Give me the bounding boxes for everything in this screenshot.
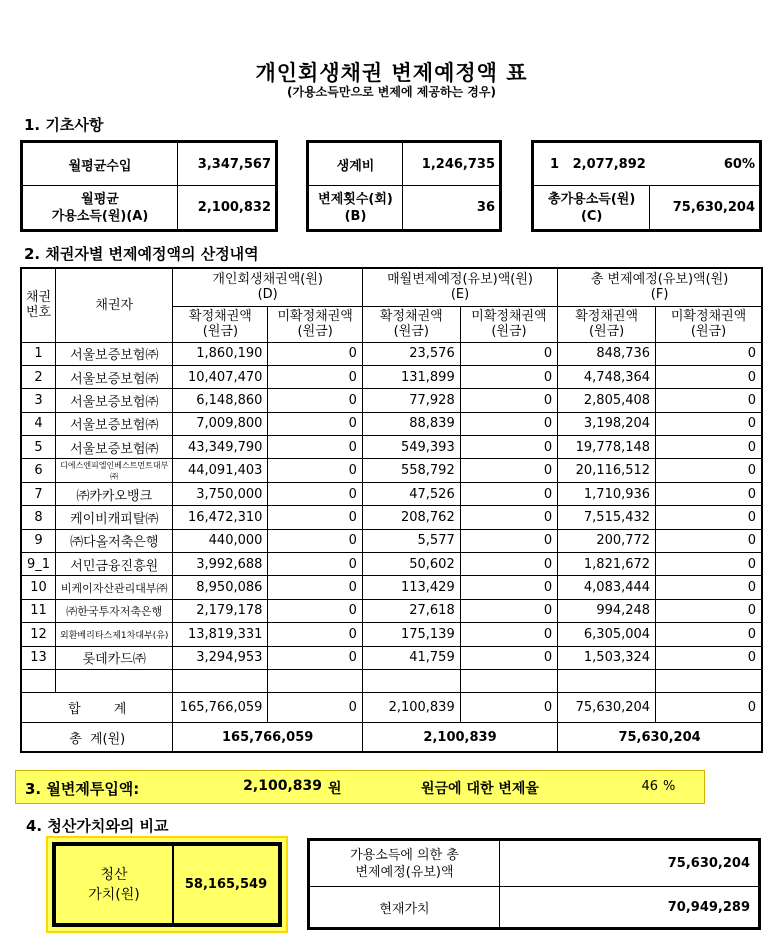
table-cell: 0: [460, 389, 557, 412]
table-cell: 0: [268, 553, 362, 576]
table-row: [21, 342, 762, 365]
table-cell: 0: [656, 693, 762, 723]
table-cell: 0: [268, 342, 362, 365]
table-row: [21, 482, 762, 505]
header-e: 매월변제예정(유보)액(원) (E): [362, 268, 557, 306]
monthly-payment-amount: 2,100,839: [243, 778, 322, 794]
table-cell: 9_1: [21, 553, 56, 576]
header-f-confirmed: 확정채권액 (원금): [558, 306, 656, 342]
table-row-empty: [21, 669, 762, 692]
repayment-rate-value: 46: [641, 779, 658, 794]
table-cell: 서울보증보험㈜: [56, 365, 173, 388]
table-cell: 1,821,672: [558, 553, 656, 576]
header-e-unconfirmed: 미확정채권액 (원금): [460, 306, 557, 342]
header-creditor: 채권자: [56, 268, 173, 342]
table-cell: 8: [21, 506, 56, 529]
table-cell: 서울보증보험㈜: [56, 436, 173, 459]
table-cell: 3,294,953: [173, 646, 268, 669]
table-cell: 0: [460, 693, 557, 723]
table-cell: 0: [268, 693, 362, 723]
table-cell: 43,349,790: [173, 436, 268, 459]
table-cell: 0: [460, 599, 557, 622]
table-row: [21, 365, 762, 388]
table-cell: 0: [460, 365, 557, 388]
table-cell: 4: [21, 412, 56, 435]
table-cell: 165,766,059: [173, 693, 268, 723]
table-cell: 0: [656, 506, 762, 529]
table-row: [21, 412, 762, 435]
subtotal-label: 합 계: [21, 693, 173, 723]
comparison-box: [307, 838, 761, 930]
table-cell: 서울보증보험㈜: [56, 412, 173, 435]
repayment-count-value: 36: [403, 186, 500, 230]
table-cell: 0: [656, 529, 762, 552]
table-cell: 비케이자산관리대부㈜: [56, 576, 173, 599]
table-cell: [173, 669, 268, 692]
table-cell: [656, 669, 762, 692]
table-cell: 0: [656, 412, 762, 435]
living-cost-label: 생계비: [309, 143, 403, 186]
table-cell: ㈜한국투자저축은행: [56, 599, 173, 622]
table-cell: 2,100,839: [362, 693, 460, 723]
table-row: [21, 506, 762, 529]
table-cell: 0: [268, 482, 362, 505]
table-cell: 11: [21, 599, 56, 622]
table-cell: 3,198,204: [558, 412, 656, 435]
section1-heading: 1. 기초사항: [24, 116, 104, 134]
table-cell: 7: [21, 482, 56, 505]
table-cell: 0: [656, 342, 762, 365]
table-cell: 0: [656, 365, 762, 388]
table-cell: 0: [656, 646, 762, 669]
available-income-value: 2,100,832: [178, 186, 276, 230]
monthly-income-value: 3,347,567: [178, 143, 276, 186]
monthly-income-label: 월평균수입: [23, 143, 178, 186]
table-cell: 0: [460, 553, 557, 576]
monthly-payment-bar: [15, 770, 705, 804]
table-cell: 6,148,860: [173, 389, 268, 412]
section4-heading: 4. 청산가치와의 비교: [26, 817, 169, 835]
table-cell: 외환베리타스제1차대부(유): [56, 623, 173, 646]
repayment-rate-unit: %: [663, 779, 676, 794]
table-cell: 41,759: [362, 646, 460, 669]
table-cell: 10,407,470: [173, 365, 268, 388]
header-f-unconfirmed: 미확정채권액 (원금): [656, 306, 762, 342]
table-cell: 0: [460, 436, 557, 459]
table-cell: 0: [268, 599, 362, 622]
table-cell: 2: [21, 365, 56, 388]
table-cell: 0: [460, 506, 557, 529]
page-subtitle: (가용소득만으로 변제에 제공하는 경우): [287, 85, 496, 99]
table-cell: ㈜다올저축은행: [56, 529, 173, 552]
table-cell: 6,305,004: [558, 623, 656, 646]
ratio-row-percent: 60%: [650, 143, 760, 186]
header-e-confirmed: 확정채권액 (원금): [362, 306, 460, 342]
table-cell: 4,083,444: [558, 576, 656, 599]
table-cell: 0: [460, 646, 557, 669]
table-row: [21, 599, 762, 622]
header-d-confirmed: 확정채권액 (원금): [173, 306, 268, 342]
table-cell: 1: [21, 342, 56, 365]
table-cell: 7,009,800: [173, 412, 268, 435]
repayment-rate-label: 원금에 대한 변제율: [421, 781, 539, 797]
table-cell: 27,618: [362, 599, 460, 622]
creditor-table: [20, 267, 763, 753]
table-cell: 20,116,512: [558, 459, 656, 482]
table-cell: 994,248: [558, 599, 656, 622]
header-d: 개인회생채권액(원) (D): [173, 268, 362, 306]
table-row: [21, 553, 762, 576]
table-cell: 0: [460, 576, 557, 599]
table-cell: 113,429: [362, 576, 460, 599]
table-cell: 0: [268, 623, 362, 646]
table-cell: [460, 669, 557, 692]
basic-box-a: [20, 140, 278, 232]
table-cell: 16,472,310: [173, 506, 268, 529]
present-value-label: 현재가치: [310, 887, 500, 928]
table-cell: 케이비캐피탈㈜: [56, 506, 173, 529]
total-repayment-value: 75,630,204: [500, 841, 759, 887]
total-label: 총 계(원): [21, 723, 173, 752]
subtotal-row: [21, 693, 762, 723]
table-cell: 1,860,190: [173, 342, 268, 365]
table-cell: 5: [21, 436, 56, 459]
table-cell: 6: [21, 459, 56, 482]
table-cell: 서울보증보험㈜: [56, 342, 173, 365]
total-row: [21, 723, 762, 752]
table-cell: 19,778,148: [558, 436, 656, 459]
table-cell: 0: [268, 412, 362, 435]
table-cell: 0: [656, 459, 762, 482]
table-cell: 0: [460, 529, 557, 552]
table-cell: 0: [268, 506, 362, 529]
table-cell: 10: [21, 576, 56, 599]
table-cell: 서민금융진흥원: [56, 553, 173, 576]
total-repayment-label: 가용소득에 의한 총 변제예정(유보)액: [310, 841, 500, 887]
liquidation-label: 청산 가치(원): [55, 845, 173, 924]
table-cell: 0: [656, 623, 762, 646]
table-cell: 3,750,000: [173, 482, 268, 505]
table-cell: 0: [656, 482, 762, 505]
table-cell: 0: [460, 459, 557, 482]
table-cell: 9: [21, 529, 56, 552]
repayment-count-label: 변제횟수(회) (B): [309, 186, 403, 230]
table-cell: 12: [21, 623, 56, 646]
table-cell: 549,393: [362, 436, 460, 459]
table-cell: 0: [268, 365, 362, 388]
basic-box-b: [306, 140, 502, 232]
table-cell: [268, 669, 362, 692]
table-cell: 0: [656, 553, 762, 576]
header-no: 채권 번호: [21, 268, 56, 342]
table-cell: 0: [268, 436, 362, 459]
table-cell: 0: [268, 576, 362, 599]
table-cell: [56, 669, 173, 692]
table-row: [21, 529, 762, 552]
table-row: [21, 389, 762, 412]
table-cell: 131,899: [362, 365, 460, 388]
table-cell: 2,179,178: [173, 599, 268, 622]
table-cell: 208,762: [362, 506, 460, 529]
table-cell: 200,772: [558, 529, 656, 552]
table-cell: [362, 669, 460, 692]
table-cell: 13: [21, 646, 56, 669]
table-cell: 848,736: [558, 342, 656, 365]
ratio-row-label: 1 2,077,892: [534, 143, 650, 186]
table-cell: 1,503,324: [558, 646, 656, 669]
table-cell: 0: [460, 482, 557, 505]
total-available-income-label: 총가용소득(원) (C): [534, 186, 650, 230]
table-cell: 175,139: [362, 623, 460, 646]
table-row: [21, 576, 762, 599]
table-cell: 0: [460, 412, 557, 435]
table-cell: 서울보증보험㈜: [56, 389, 173, 412]
table-cell: 0: [268, 459, 362, 482]
total-d: 165,766,059: [173, 723, 362, 752]
total-available-income-value: 75,630,204: [650, 186, 760, 230]
total-e: 2,100,839: [362, 723, 557, 752]
table-cell: 558,792: [362, 459, 460, 482]
table-cell: 77,928: [362, 389, 460, 412]
table-cell: 0: [656, 436, 762, 459]
table-cell: 47,526: [362, 482, 460, 505]
table-cell: 5,577: [362, 529, 460, 552]
monthly-payment-unit: 원: [328, 781, 342, 797]
table-row: [21, 459, 762, 482]
table-cell: 2,805,408: [558, 389, 656, 412]
table-cell: 13,819,331: [173, 623, 268, 646]
table-cell: 0: [656, 389, 762, 412]
table-cell: 0: [268, 529, 362, 552]
table-cell: 8,950,086: [173, 576, 268, 599]
table-cell: 440,000: [173, 529, 268, 552]
table-cell: 50,602: [362, 553, 460, 576]
basic-box-c: [531, 140, 762, 232]
table-cell: 0: [460, 623, 557, 646]
table-cell: 44,091,403: [173, 459, 268, 482]
table-cell: 7,515,432: [558, 506, 656, 529]
liquidation-value: 58,165,549: [173, 845, 279, 924]
table-row: [21, 623, 762, 646]
present-value-value: 70,949,289: [500, 887, 759, 928]
liquidation-box: [52, 842, 282, 927]
table-cell: 88,839: [362, 412, 460, 435]
table-cell: 3: [21, 389, 56, 412]
total-f: 75,630,204: [558, 723, 762, 752]
table-cell: 1,710,936: [558, 482, 656, 505]
table-cell: 롯데카드㈜: [56, 646, 173, 669]
table-cell: 23,576: [362, 342, 460, 365]
table-cell: 0: [268, 646, 362, 669]
table-cell: 0: [656, 599, 762, 622]
table-cell: 0: [656, 576, 762, 599]
header-d-unconfirmed: 미확정채권액 (원금): [268, 306, 362, 342]
monthly-payment-label: 3. 월변제투입액:: [25, 780, 140, 798]
table-row: [21, 646, 762, 669]
table-cell: 3,992,688: [173, 553, 268, 576]
table-cell: 0: [460, 342, 557, 365]
table-cell: 4,748,364: [558, 365, 656, 388]
table-cell: 75,630,204: [558, 693, 656, 723]
table-cell: [558, 669, 656, 692]
table-cell: 디에스엔피엘인베스트먼트대부㈜: [56, 459, 173, 482]
living-cost-value: 1,246,735: [403, 143, 500, 186]
table-cell: [21, 669, 56, 692]
table-row: [21, 436, 762, 459]
section2-heading: 2. 채권자별 변제예정액의 산정내역: [24, 245, 259, 263]
page-title: 개인회생채권 변제예정액 표: [255, 61, 528, 85]
table-cell: ㈜카카오뱅크: [56, 482, 173, 505]
table-cell: 0: [268, 389, 362, 412]
header-f: 총 변제예정(유보)액(원) (F): [558, 268, 762, 306]
available-income-label: 월평균 가용소득(원)(A): [23, 186, 178, 230]
